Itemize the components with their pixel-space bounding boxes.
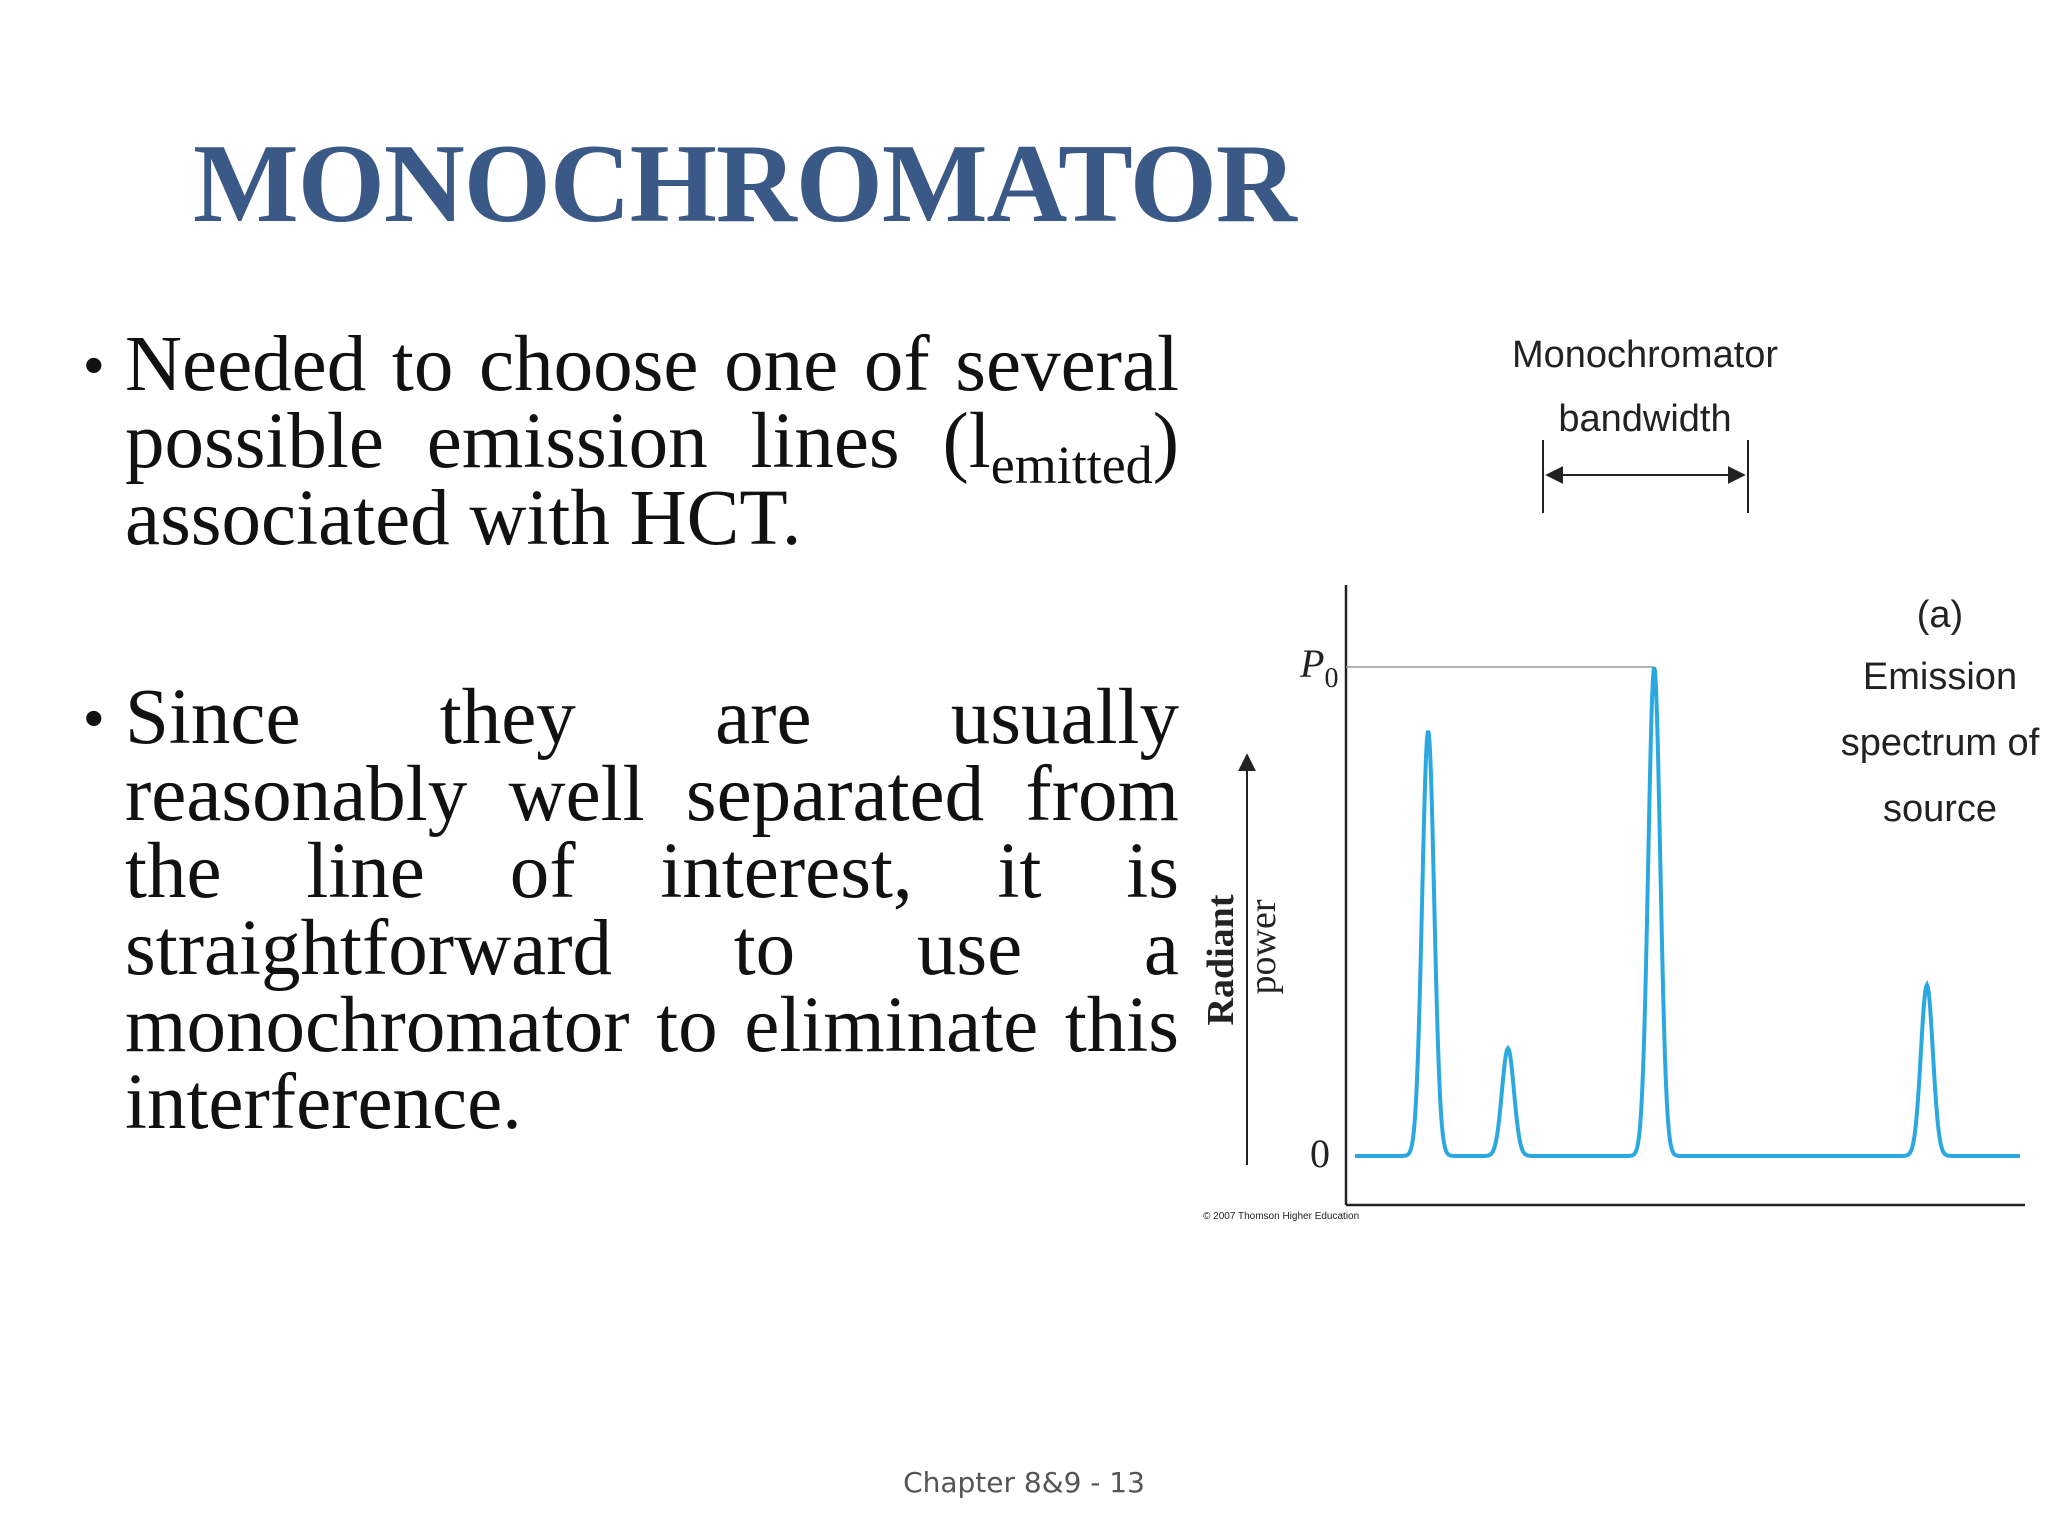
bullet-list <box>84 321 1179 1146</box>
bandwidth-label-line2: bandwidth <box>1558 398 1732 440</box>
bullet-subscript: emitted <box>990 435 1153 495</box>
emission-spectrum-figure <box>1195 315 2045 1235</box>
bullet-text-tail: ) associated with HCT. <box>125 398 1179 562</box>
bullet-text-main: Needed to choose one of several possible emission lines (l <box>125 321 1179 485</box>
bandwidth-label-line1: Monochromator <box>1511 334 1779 376</box>
spectrum-diagram <box>1195 315 2045 1235</box>
p0-tick-label <box>1299 641 1338 694</box>
bullet-dot-icon: • <box>84 333 104 396</box>
panel-label: (a) <box>1916 594 1964 636</box>
y-axis-label-line1: Radiant <box>1200 894 1242 1026</box>
bullet-text-main: Since they are usually reasonably well separated from the line of interest, it is straightforward to use a monochromator to eliminate this interference. <box>125 674 1179 1146</box>
bullet-dot-icon: • <box>84 686 104 749</box>
copyright-text: © 2007 Thomson Higher Education <box>1203 1211 1360 1222</box>
bullet-text <box>125 321 1179 562</box>
slide-title: MONOCHROMATOR <box>193 122 1296 246</box>
caption-line1: Emission <box>1862 656 2018 698</box>
caption-line3: source <box>1882 788 1998 830</box>
zero-tick-label: 0 <box>1310 1131 1330 1176</box>
bullet-item <box>84 674 1179 1146</box>
bullet-item <box>84 321 1179 562</box>
p0-main: P <box>1300 641 1325 686</box>
caption-line2: spectrum of <box>1840 722 2040 764</box>
bullet-text <box>125 674 1179 1146</box>
slide-footer: Chapter 8&9 - 13 <box>903 1466 1145 1499</box>
p0-sub: 0 <box>1324 663 1339 694</box>
y-axis-label-line2: power <box>1242 899 1284 995</box>
